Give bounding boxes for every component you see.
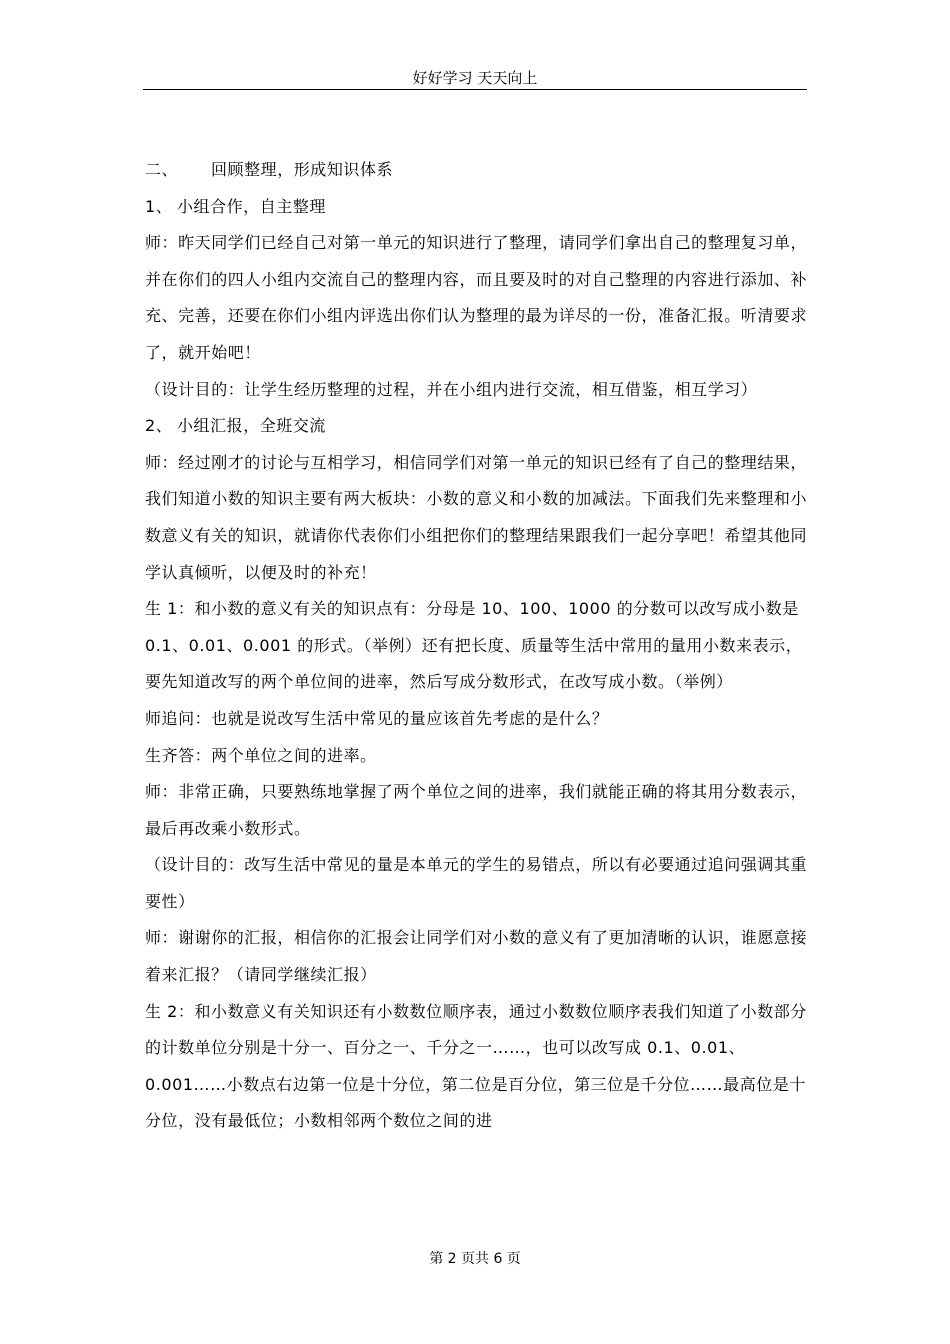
paragraph-teacher-thanks: 师：谢谢你的汇报，相信你的汇报会让同学们对小数的意义有了更加清晰的认识，谁愿意接着来汇报？（请同学继续汇报） bbox=[145, 928, 808, 985]
subsection-title-2: 小组汇报，全班交流 bbox=[177, 416, 326, 436]
paragraph-design-purpose-1: （设计目的：让学生经历整理的过程，并在小组内进行交流，相互借鉴，相互学习） bbox=[145, 379, 758, 399]
subsection-number-1: 1、 bbox=[145, 196, 173, 216]
paragraph-teacher-followup: 师追问：也就是说改写生活中常见的量应该首先考虑的是什么？ bbox=[145, 708, 609, 728]
page-number: 第 2 页共 6 页 bbox=[429, 1251, 521, 1267]
paragraph-student-2: 生 2：和小数意义有关知识还有小数数位顺序表，通过小数数位顺序表我们知道了小数部分的计数单位分别是十分一、百分之一、千分之一……，也可以改写成 0.1、0.01、0.001……小数点右边第一位是十分位，第二位是百分位，第三位是千分位……最高位是十分位，没有最低位；小数相邻两个数位之间的进 bbox=[145, 1001, 807, 1131]
section-heading bbox=[145, 152, 807, 189]
document-body bbox=[145, 152, 807, 1140]
paragraph-design-purpose-2: （设计目的：改写生活中常见的量是本单元的学生的易错点，所以有必要通过追问强调其重要性） bbox=[145, 855, 808, 911]
subsection-heading-2 bbox=[145, 408, 807, 445]
paragraph-teacher-instruction: 师：昨天同学们已经自己对第一单元的知识进行了整理，请同学们拿出自己的整理复习单，并在你们的四人小组内交流自己的整理内容，而且要及时的对自己整理的内容进行添加、补充、完善，还要在你们小组内评选出你们认为整理的最为详尽的一份，准备汇报。听清要求了，就开始吧！ bbox=[145, 233, 808, 362]
section-number: 二、 bbox=[145, 160, 179, 179]
subsection-heading-1 bbox=[145, 189, 807, 226]
subsection-title-1: 小组合作，自主整理 bbox=[177, 196, 326, 216]
paragraph-teacher-intro: 师：经过刚才的讨论与互相学习，相信同学们对第一单元的知识已经有了自己的整理结果，我们知道小数的知识主要有两大板块：小数的意义和小数的加减法。下面我们先来整理和小数意义有关的知识，就请你代表你们小组把你们的整理结果跟我们一起分享吧！希望其他同学认真倾听，以便及时的补充！ bbox=[145, 452, 808, 582]
subsection-number-2: 2、 bbox=[145, 416, 173, 436]
header-divider bbox=[143, 89, 807, 90]
paragraph-teacher-confirm: 师：非常正确，只要熟练地掌握了两个单位之间的进率，我们就能正确的将其用分数表示，最后再改乘小数形式。 bbox=[145, 782, 808, 838]
section-title: 回顾整理，形成知识体系 bbox=[211, 160, 394, 179]
page-header: 好好学习 天天向上 bbox=[412, 69, 538, 87]
paragraph-student-1: 生 1：和小数的意义有关的知识点有：分母是 10、100、1000 的分数可以改写成小数是 0.1、0.01、0.001 的形式。（举例）还有把长度、质量等生活中常用的量用小数来表示，要先知道改写的两个单位间的进率，然后写成分数形式，在改写成小数。（举例） bbox=[145, 599, 803, 692]
paragraph-class-answer: 生齐答：两个单位之间的进率。 bbox=[145, 745, 377, 765]
